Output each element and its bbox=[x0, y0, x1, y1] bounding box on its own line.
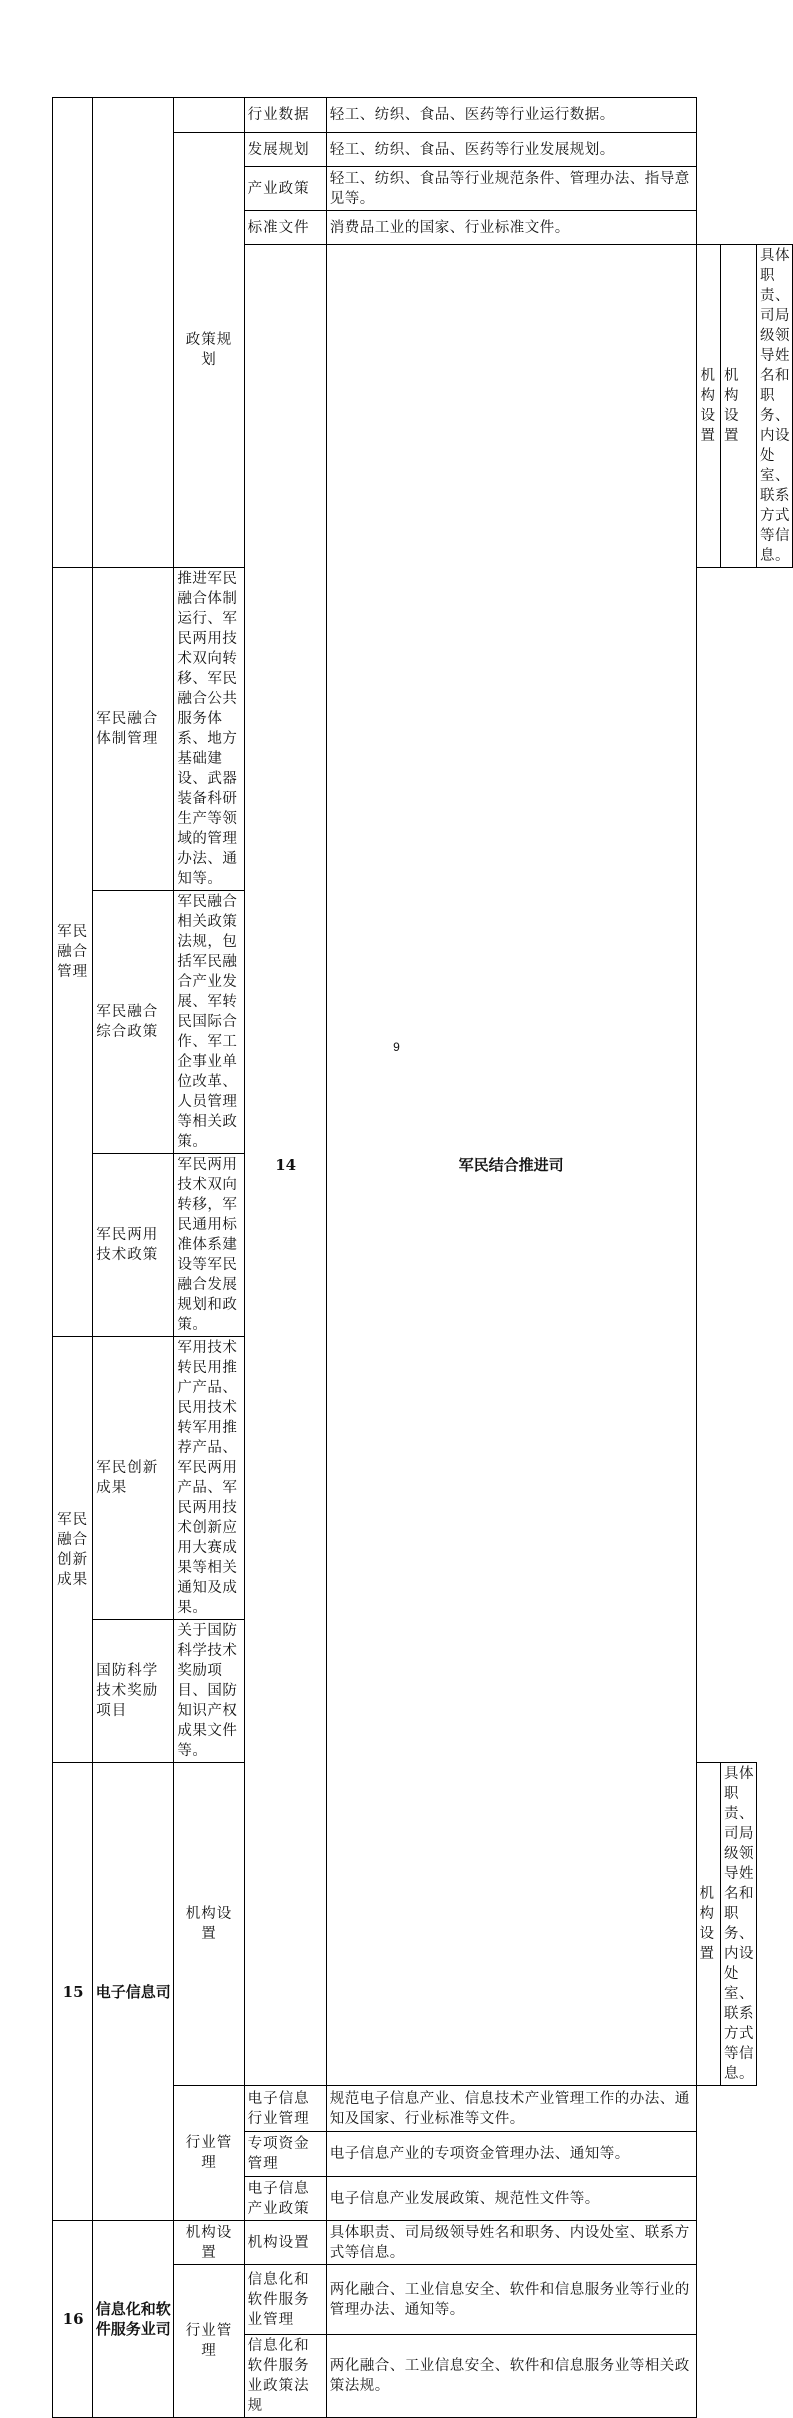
row-number-cell: 14 bbox=[244, 245, 326, 2086]
department-cell bbox=[93, 98, 174, 568]
category-cell: 机构设置 bbox=[696, 245, 721, 568]
description-cell: 关于国防科学技术奖励项目、国防知识产权成果文件等。 bbox=[174, 1620, 244, 1763]
subcategory-cell: 发展规划 bbox=[244, 133, 326, 167]
subcategory-cell: 专项资金管理 bbox=[244, 2132, 326, 2177]
category-cell: 机构设置 bbox=[174, 1763, 244, 2086]
row-number-cell: 15 bbox=[53, 1763, 93, 2221]
subcategory-cell: 军民融合综合政策 bbox=[93, 891, 174, 1154]
category-cell: 军民融合管理 bbox=[53, 568, 93, 1337]
subcategory-cell: 信息化和软件服务业政策法规 bbox=[244, 2335, 326, 2418]
subcategory-cell: 机构设置 bbox=[721, 245, 757, 568]
subcategory-cell: 军民两用技术政策 bbox=[93, 1154, 174, 1337]
description-cell: 具体职责、司局级领导姓名和职务、内设处室、联系方式等信息。 bbox=[721, 1763, 757, 2086]
description-cell: 两化融合、工业信息安全、软件和信息服务业等行业的管理办法、通知等。 bbox=[326, 2265, 696, 2335]
department-cell: 信息化和软件服务业司 bbox=[93, 2221, 174, 2418]
description-cell: 军用技术转民用推广产品、民用技术转军用推荐产品、军民两用产品、军民两用技术创新应用大赛成果等相关通知及成果。 bbox=[174, 1337, 244, 1620]
subcategory-cell: 军民创新成果 bbox=[93, 1337, 174, 1620]
description-cell: 轻工、纺织、食品等行业规范条件、管理办法、指导意见等。 bbox=[326, 167, 696, 211]
description-cell: 具体职责、司局级领导姓名和职务、内设处室、联系方式等信息。 bbox=[757, 245, 793, 568]
category-cell bbox=[174, 98, 244, 133]
subcategory-cell: 电子信息产业政策 bbox=[244, 2177, 326, 2221]
subcategory-cell: 标准文件 bbox=[244, 211, 326, 245]
category-cell: 行业管理 bbox=[174, 2086, 244, 2221]
description-cell: 轻工、纺织、食品、医药等行业运行数据。 bbox=[326, 98, 696, 133]
subcategory-cell: 军民融合体制管理 bbox=[93, 568, 174, 891]
subcategory-cell: 产业政策 bbox=[244, 167, 326, 211]
description-cell: 规范电子信息产业、信息技术产业管理工作的办法、通知及国家、行业标准等文件。 bbox=[326, 2086, 696, 2132]
catalog-table bbox=[52, 97, 793, 2418]
subcategory-cell: 机构设置 bbox=[696, 1763, 721, 2086]
description-cell: 具体职责、司局级领导姓名和职务、内设处室、联系方式等信息。 bbox=[326, 2221, 696, 2265]
subcategory-cell: 机构设置 bbox=[244, 2221, 326, 2265]
description-cell: 电子信息产业的专项资金管理办法、通知等。 bbox=[326, 2132, 696, 2177]
category-cell: 机构设置 bbox=[174, 2221, 244, 2265]
subcategory-cell: 国防科学技术奖励项目 bbox=[93, 1620, 174, 1763]
subcategory-cell: 行业数据 bbox=[244, 98, 326, 133]
category-cell: 行业管理 bbox=[174, 2265, 244, 2418]
table-row bbox=[53, 98, 793, 133]
description-cell: 电子信息产业发展政策、规范性文件等。 bbox=[326, 2177, 696, 2221]
catalog-table-body bbox=[53, 98, 793, 2418]
subcategory-cell: 信息化和软件服务业管理 bbox=[244, 2265, 326, 2335]
description-cell: 军民两用技术双向转移，军民通用标准体系建设等军民融合发展规划和政策。 bbox=[174, 1154, 244, 1337]
description-cell: 消费品工业的国家、行业标准文件。 bbox=[326, 211, 696, 245]
page-number: 9 bbox=[393, 1040, 400, 1054]
category-cell: 军民融合创新成果 bbox=[53, 1337, 93, 1763]
category-cell: 政策规划 bbox=[174, 133, 244, 568]
row-number-cell: 16 bbox=[53, 2221, 93, 2418]
description-cell: 军民融合相关政策法规，包括军民融合产业发展、军转民国际合作、军工企事业单位改革、人员管理等相关政策。 bbox=[174, 891, 244, 1154]
description-cell: 轻工、纺织、食品、医药等行业发展规划。 bbox=[326, 133, 696, 167]
subcategory-cell: 电子信息行业管理 bbox=[244, 2086, 326, 2132]
table-row bbox=[53, 2221, 793, 2265]
department-cell: 军民结合推进司 bbox=[326, 245, 696, 2086]
description-cell: 推进军民融合体制运行、军民两用技术双向转移、军民融合公共服务体系、地方基础建设、武器装备科研生产等领域的管理办法、通知等。 bbox=[174, 568, 244, 891]
row-number-cell bbox=[53, 98, 93, 568]
department-cell: 电子信息司 bbox=[93, 1763, 174, 2221]
description-cell: 两化融合、工业信息安全、软件和信息服务业等相关政策法规。 bbox=[326, 2335, 696, 2418]
